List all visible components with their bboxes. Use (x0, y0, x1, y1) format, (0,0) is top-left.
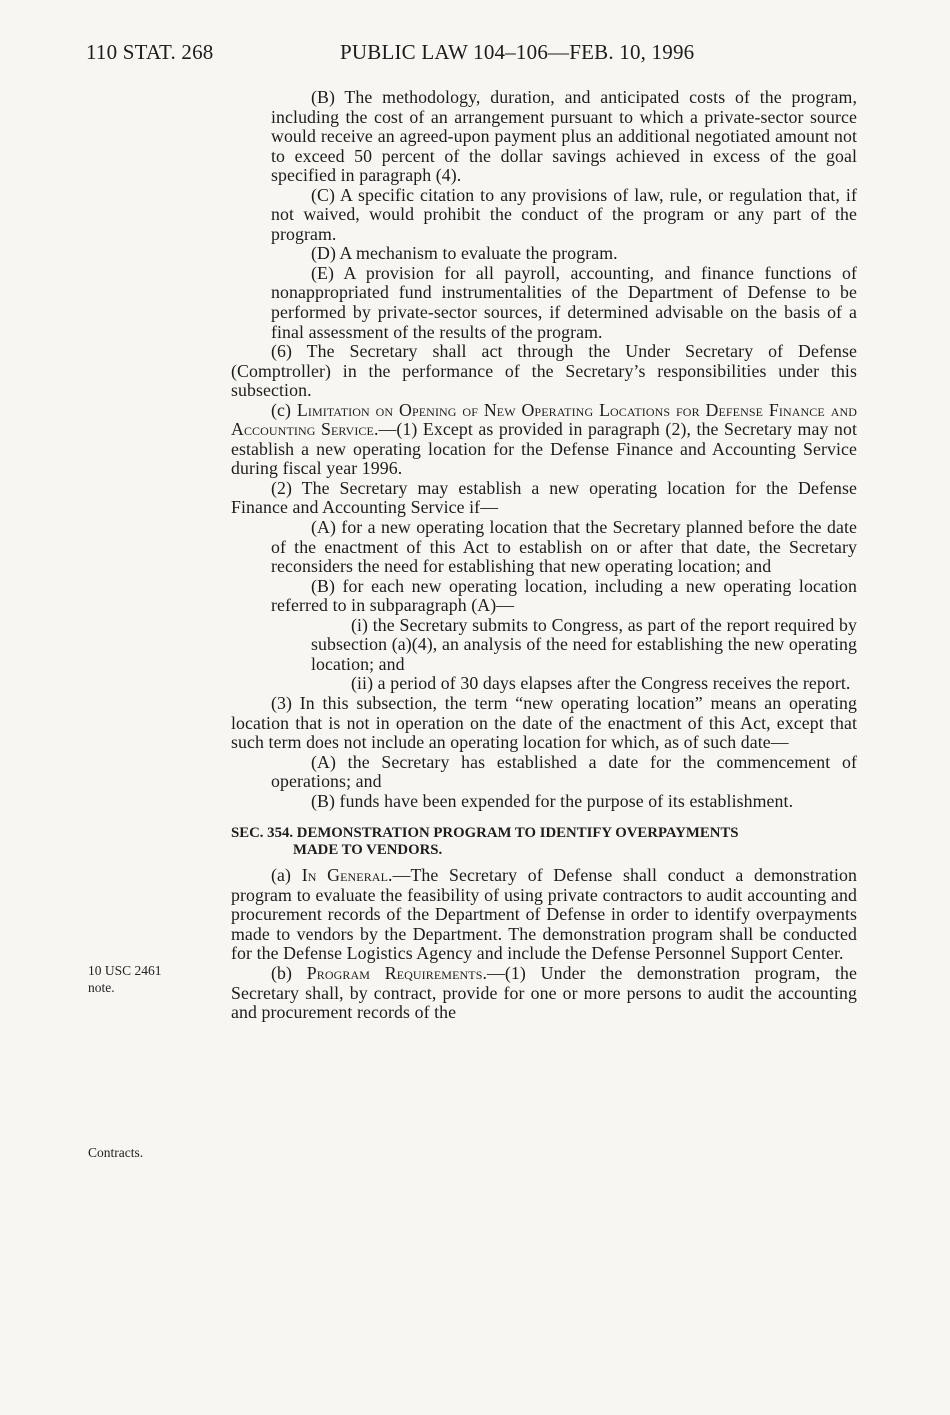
public-law-header: PUBLIC LAW 104–106—FEB. 10, 1996 (340, 40, 695, 64)
paragraph-b5E: (E) A provision for all payroll, accounting, and finance functions of nonappropriated fund instrumentalities of the Department of Defense to be performed by private-sector sources, if determined advisable on the basis of a final assessment of the results of the program. (271, 262, 857, 342)
margin-note-usc-note: note. (88, 980, 115, 995)
subsection-c (231, 401, 857, 479)
statute-page-number: 110 STAT. 268 (86, 40, 214, 64)
subsection-b-text: —(1) Under the demonstration program, the Secretary shall, by contract, provide for one or more persons to audit the accounting and procurement records of the (231, 962, 857, 1023)
paragraph-c3B: (B) funds have been expended for the purpose of its establishment. (311, 790, 794, 811)
body-text (231, 88, 857, 1023)
subsection-b-heading: Program Requirements. (306, 962, 488, 983)
paragraph-b5B: (B) The methodology, duration, and anticipated costs of the program, including the cost of an arrangement pursuant to which a private-sector source would receive an agreed-upon payment plus an additional negotiated amount not to exceed 50 percent of the dollar savings achieved in excess of the goal specified in paragraph (4). (271, 87, 857, 186)
subsection-c-heading: Limitation on Opening of New Operating Locations for Defense Finance and Accounting Service. (231, 399, 857, 440)
section-heading (231, 825, 857, 859)
paragraph-c2A: (A) for a new operating location that the Secretary planned before the date of the enactment of this Act to establish on or after that date, the Secretary reconsiders the need for establishing that new operating location; and (271, 517, 857, 577)
paragraph-c3A: (A) the Secretary has established a date for the commencement of operations; and (271, 751, 857, 792)
paragraph-b5C: (C) A specific citation to any provisions of law, rule, or regulation that, if not waived, would prohibit the conduct of the program or any part of the program. (271, 184, 857, 244)
subsection-c-label: (c) (271, 399, 292, 420)
subsection-a-heading: In General. (301, 865, 393, 886)
subsection-a-label: (a) (271, 865, 292, 886)
subsection-a (231, 866, 857, 964)
margin-note-usc (88, 962, 162, 996)
paragraph-b5D: (D) A mechanism to evaluate the program. (311, 243, 618, 264)
paragraph-c2: (2) The Secretary may establish a new operating location for the Defense Finance and Accounting Service if— (231, 477, 857, 518)
paragraph-c2B: (B) for each new operating location, including a new operating location referred to in subparagraph (A)— (271, 575, 857, 616)
subsection-b-label: (b) (271, 962, 293, 983)
subsection-a-text: —The Secretary of Defense shall conduct a demonstration program to evaluate the feasibility of using private contractors to audit accounting and procurement records of the Department of Defense in order to identify overpayments made to vendors by the Department. The demonstration program shall be conducted for the Defense Logistics Agency and include the Defense Personnel Support Center. (231, 865, 858, 964)
section-heading-line-1: SEC. 354. DEMONSTRATION PROGRAM TO IDENTIFY OVERPAYMENTS (231, 825, 739, 842)
paragraph-c3: (3) In this subsection, the term “new operating location” means an operating location that is not in operation on the date of the enactment of this Act, except that such term does not include an operating location for which, as of such date— (231, 692, 857, 753)
subsection-b (231, 964, 857, 1023)
margin-note-usc-citation: 10 USC 2461 (88, 963, 162, 978)
margin-note-contracts: Contracts. (88, 1145, 144, 1160)
paragraph-c2Bii: (ii) a period of 30 days elapses after the Congress receives the report. (351, 673, 851, 694)
section-heading-line-2: MADE TO VENDORS. (293, 842, 443, 859)
paragraph-c2Bi: (i) the Secretary submits to Congress, as part of the report required by subsection (a)(4), an analysis of the need for establishing the new operating location; and (311, 614, 857, 674)
paragraph-b6: (6) The Secretary shall act through the Under Secretary of Defense (Comptroller) in the performance of the Secretary’s responsibilities under this subsection. (231, 341, 857, 401)
page-header (86, 40, 776, 70)
subsection-c-paragraph-1: —(1) Except as provided in paragraph (2), the Secretary may not establish a new operating location for the Defense Finance and Accounting Service during fiscal year 1996. (231, 419, 857, 479)
